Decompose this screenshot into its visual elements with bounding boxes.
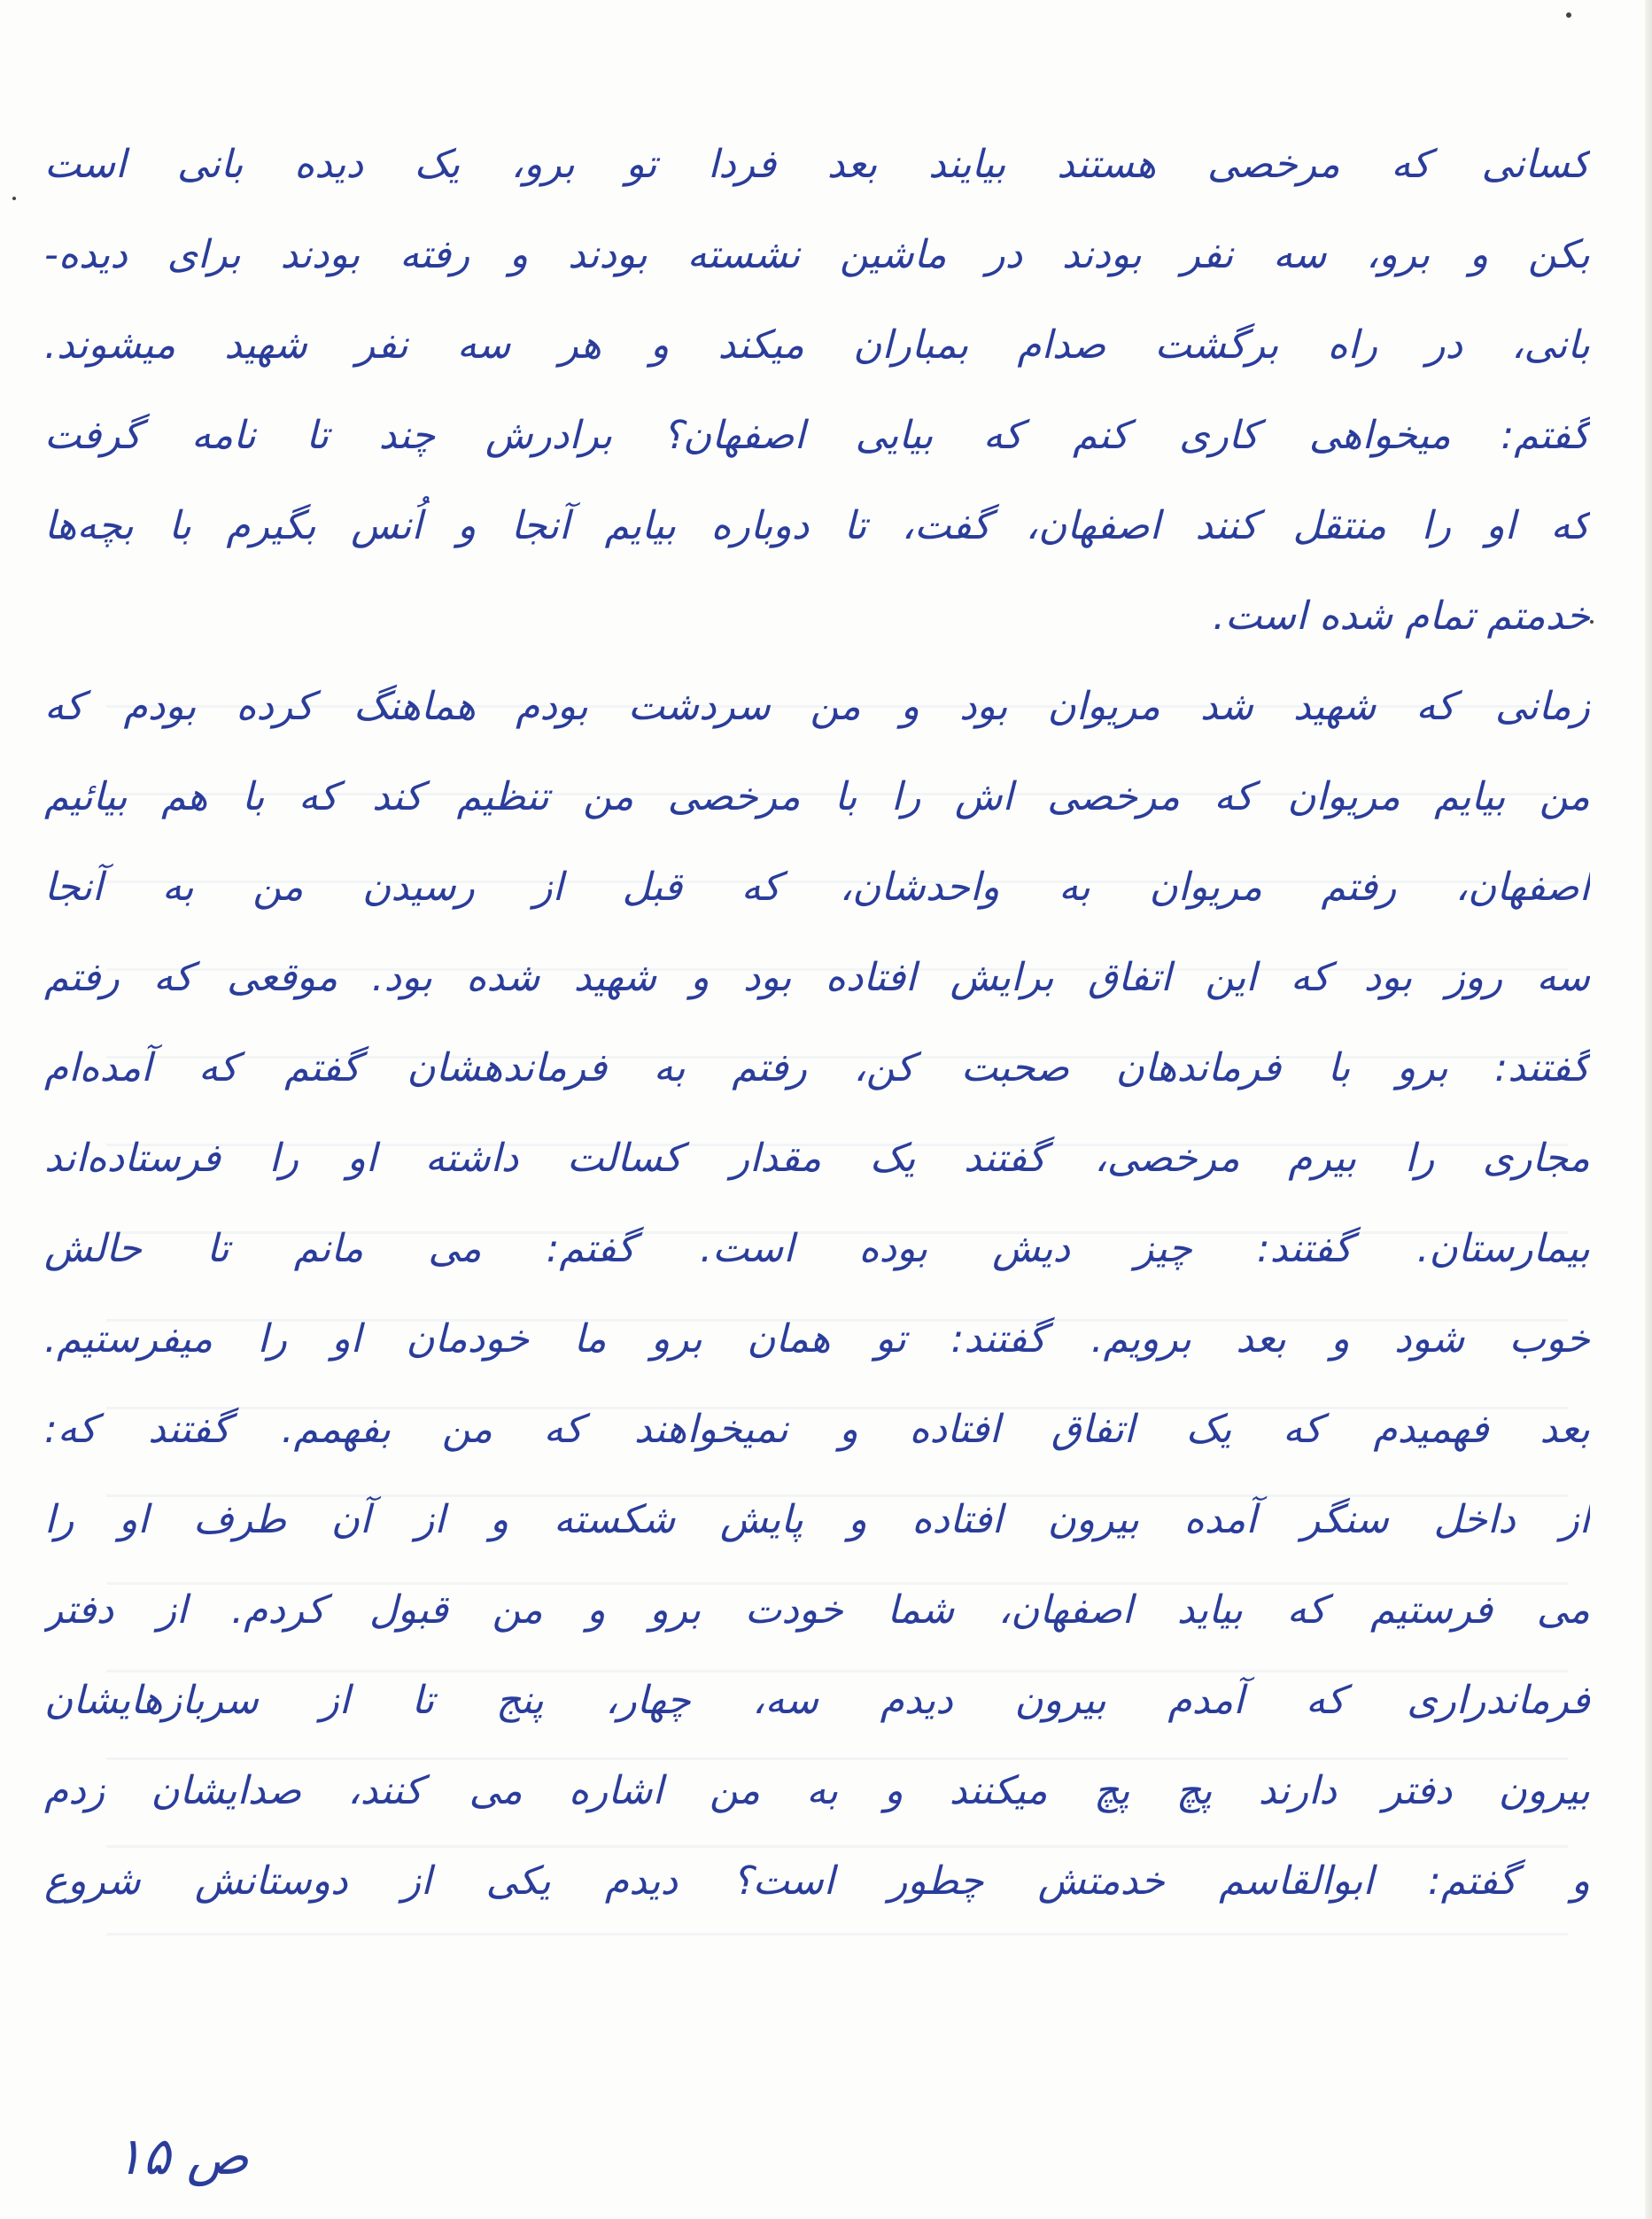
page-number: ص ۱۵: [115, 2126, 249, 2186]
text-line: می فرستیم که بیاید اصفهان، شما خودت برو و من قبول کردم. از دفتر: [44, 1587, 1590, 1633]
text-line: اصفهان، رفتم مریوان به واحدشان، که قبل از رسیدن من به آنجا: [44, 865, 1590, 910]
text-line: که او را منتقل کنند اصفهان، گفت، تا دوباره بیایم آنجا و اُنس بگیرم با بچه‌ها: [44, 503, 1590, 548]
text-line: و گفتم: ابوالقاسم خدمتش چطور است؟ دیدم یکی از دوستانش شروع: [44, 1858, 1590, 1904]
text-line: سه روز بود که این اتفاق برایش افتاده بود و شهید شده بود. موقعی که رفتم: [44, 955, 1590, 1000]
text-line: بیرون دفتر دارند پچ پچ میکنند و به من اشاره می کنند، صدایشان زدم: [44, 1768, 1590, 1813]
text-line: بانی، در راه برگشت صدام بمباران میکند و هر سه نفر شهید میشوند.: [44, 322, 1590, 368]
text-line: زمانی که شهید شد مریوان بود و من سردشت بودم هماهنگ کرده بودم که: [44, 684, 1590, 729]
text-line: فرماندراری که آمدم بیرون دیدم سه، چهار، پنج تا از سربازهایشان: [44, 1678, 1590, 1723]
ink-speck: [1590, 620, 1594, 624]
ink-speck: [1566, 12, 1571, 18]
text-line: خوب شود و بعد برویم. گفتند: تو همان برو ما خودمان او را میفرستیم.: [44, 1316, 1590, 1362]
text-line: بکن و برو، سه نفر بودند در ماشین نشسته بودند و رفته بودند برای دیده-: [44, 232, 1590, 277]
paper-edge: [1645, 0, 1652, 2219]
text-line: کسانی که مرخصی هستند بیایند بعد فردا تو برو، یک دیده بانی است: [44, 142, 1590, 187]
text-line: خدمتم تمام شده است.: [1212, 594, 1590, 639]
text-line: بیمارستان. گفتند: چیز دیش بوده است. گفتم: می مانم تا حالش: [44, 1226, 1590, 1271]
text-line: گفتند: برو با فرماندهان صحبت کن، رفتم به فرماندهشان گفتم که آمده‌ام: [44, 1045, 1590, 1090]
handwritten-text-block: [44, 120, 1590, 1927]
text-line: من بیایم مریوان که مرخصی اش را با مرخصی من تنظیم کند که با هم بیائیم: [44, 774, 1590, 819]
text-line: گفتم: میخواهی کاری کنم که بیایی اصفهان؟ برادرش چند تا نامه گرفت: [44, 413, 1590, 458]
ink-speck: [12, 197, 16, 200]
text-line: از داخل سنگر آمده بیرون افتاده و پایش شکسته و از آن طرف او را: [44, 1497, 1590, 1542]
text-line: مجاری را بیرم مرخصی، گفتند یک مقدار کسالت داشته او را فرستاده‌اند: [44, 1136, 1590, 1181]
text-line: بعد فهمیدم که یک اتفاق افتاده و نمیخواهند که من بفهمم. گفتند که:: [44, 1407, 1590, 1452]
